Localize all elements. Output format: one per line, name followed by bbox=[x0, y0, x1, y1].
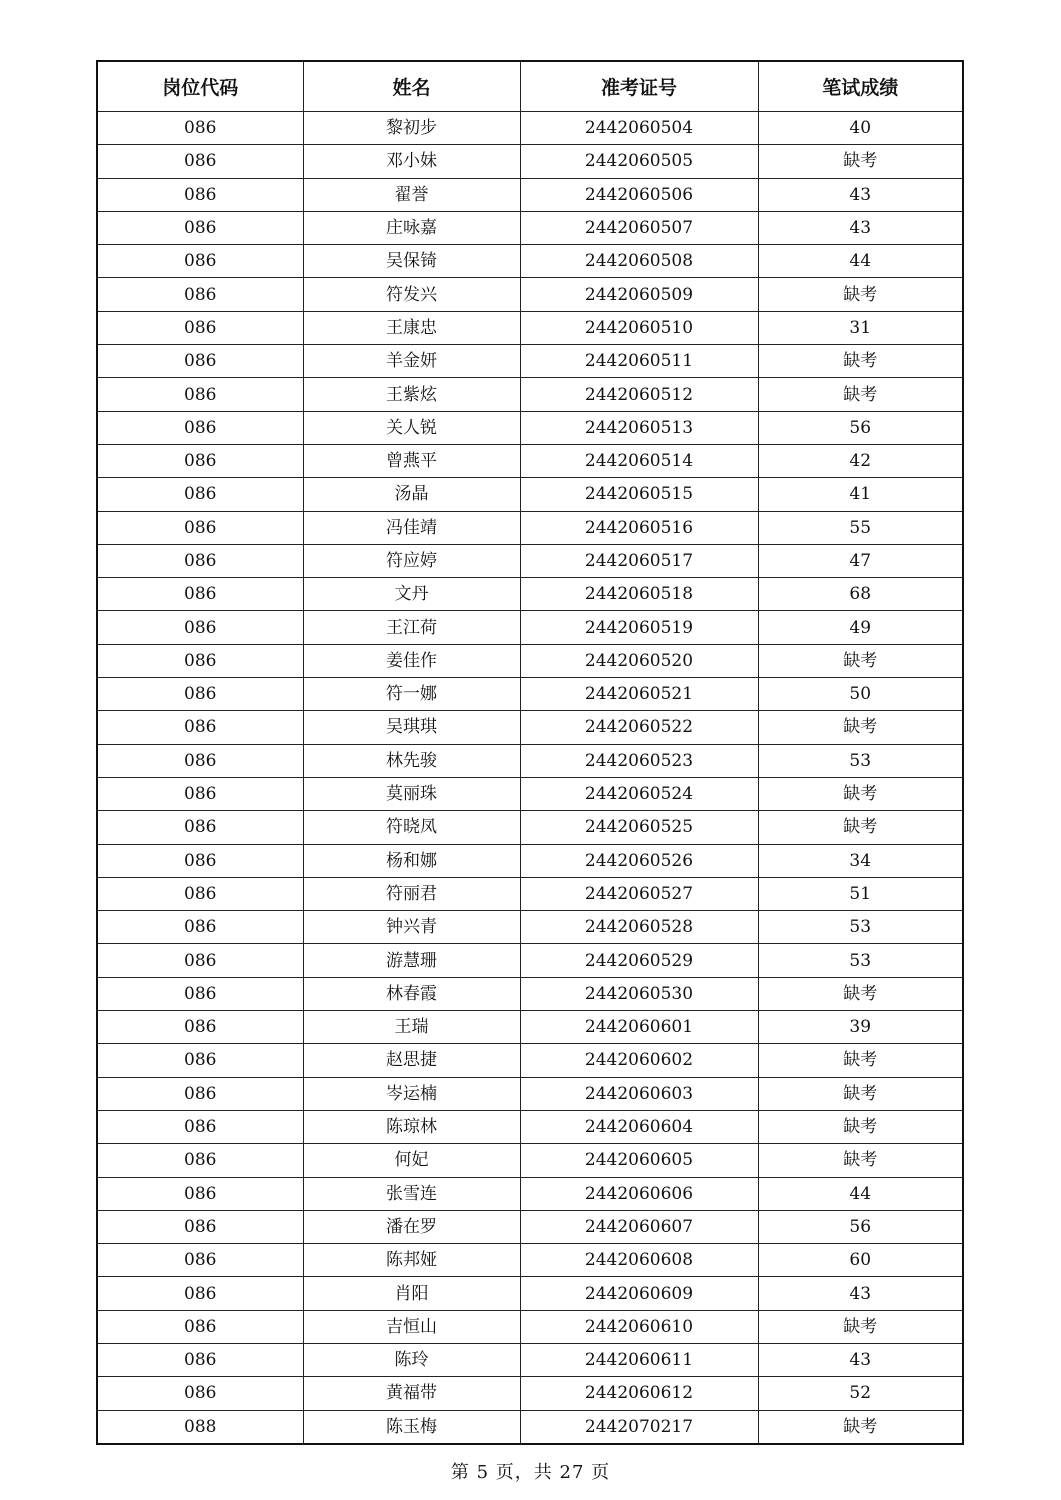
cell-written-score: 44 bbox=[758, 245, 963, 278]
cell-name: 游慧珊 bbox=[303, 944, 520, 977]
cell-post-code: 086 bbox=[97, 1011, 303, 1044]
cell-name: 羊金妍 bbox=[303, 345, 520, 378]
cell-exam-number: 2442060612 bbox=[520, 1377, 758, 1410]
table-row bbox=[97, 478, 963, 511]
table-body bbox=[97, 112, 963, 1444]
cell-exam-number: 2442060511 bbox=[520, 345, 758, 378]
cell-name: 翟誉 bbox=[303, 178, 520, 211]
table-row bbox=[97, 811, 963, 844]
cell-exam-number: 2442060529 bbox=[520, 944, 758, 977]
cell-name: 何妃 bbox=[303, 1144, 520, 1177]
cell-post-code: 086 bbox=[97, 678, 303, 711]
cell-written-score: 缺考 bbox=[758, 644, 963, 677]
cell-exam-number: 2442060605 bbox=[520, 1144, 758, 1177]
cell-post-code: 086 bbox=[97, 1210, 303, 1243]
table-row bbox=[97, 1310, 963, 1343]
cell-written-score: 39 bbox=[758, 1011, 963, 1044]
cell-post-code: 086 bbox=[97, 1244, 303, 1277]
table-row bbox=[97, 1077, 963, 1110]
cell-post-code: 086 bbox=[97, 811, 303, 844]
cell-post-code: 086 bbox=[97, 478, 303, 511]
cell-written-score: 60 bbox=[758, 1244, 963, 1277]
cell-written-score: 43 bbox=[758, 211, 963, 244]
cell-post-code: 086 bbox=[97, 278, 303, 311]
table-row bbox=[97, 1011, 963, 1044]
table-row bbox=[97, 844, 963, 877]
table-row bbox=[97, 678, 963, 711]
cell-exam-number: 2442060608 bbox=[520, 1244, 758, 1277]
cell-exam-number: 2442060515 bbox=[520, 478, 758, 511]
table-row bbox=[97, 1044, 963, 1077]
cell-exam-number: 2442060519 bbox=[520, 611, 758, 644]
cell-name: 陈邦娅 bbox=[303, 1244, 520, 1277]
cell-name: 林春霞 bbox=[303, 977, 520, 1010]
table-row bbox=[97, 977, 963, 1010]
cell-name: 邓小妹 bbox=[303, 145, 520, 178]
cell-post-code: 086 bbox=[97, 211, 303, 244]
cell-post-code: 086 bbox=[97, 1144, 303, 1177]
cell-post-code: 086 bbox=[97, 378, 303, 411]
cell-post-code: 086 bbox=[97, 511, 303, 544]
cell-exam-number: 2442060504 bbox=[520, 112, 758, 145]
table-row bbox=[97, 777, 963, 810]
cell-written-score: 31 bbox=[758, 311, 963, 344]
cell-exam-number: 2442060522 bbox=[520, 711, 758, 744]
table-row bbox=[97, 1144, 963, 1177]
cell-written-score: 51 bbox=[758, 877, 963, 910]
cell-written-score: 53 bbox=[758, 744, 963, 777]
cell-post-code: 086 bbox=[97, 711, 303, 744]
cell-post-code: 086 bbox=[97, 1343, 303, 1376]
score-table bbox=[96, 60, 964, 1445]
cell-exam-number: 2442060520 bbox=[520, 644, 758, 677]
cell-name: 黄福带 bbox=[303, 1377, 520, 1410]
cell-exam-number: 2442060518 bbox=[520, 578, 758, 611]
cell-name: 曾燕平 bbox=[303, 444, 520, 477]
cell-post-code: 086 bbox=[97, 178, 303, 211]
cell-name: 符晓凤 bbox=[303, 811, 520, 844]
cell-post-code: 086 bbox=[97, 311, 303, 344]
cell-post-code: 086 bbox=[97, 1277, 303, 1310]
cell-post-code: 086 bbox=[97, 1177, 303, 1210]
cell-exam-number: 2442060525 bbox=[520, 811, 758, 844]
cell-name: 王康忠 bbox=[303, 311, 520, 344]
header-written-score: 笔试成绩 bbox=[758, 61, 963, 112]
cell-written-score: 缺考 bbox=[758, 777, 963, 810]
cell-exam-number: 2442060601 bbox=[520, 1011, 758, 1044]
cell-name: 王瑞 bbox=[303, 1011, 520, 1044]
cell-name: 冯佳靖 bbox=[303, 511, 520, 544]
cell-post-code: 086 bbox=[97, 578, 303, 611]
cell-exam-number: 2442060508 bbox=[520, 245, 758, 278]
cell-written-score: 68 bbox=[758, 578, 963, 611]
cell-written-score: 缺考 bbox=[758, 145, 963, 178]
cell-exam-number: 2442060517 bbox=[520, 544, 758, 577]
cell-post-code: 086 bbox=[97, 1077, 303, 1110]
header-name: 姓名 bbox=[303, 61, 520, 112]
cell-exam-number: 2442060530 bbox=[520, 977, 758, 1010]
cell-post-code: 086 bbox=[97, 411, 303, 444]
cell-written-score: 50 bbox=[758, 678, 963, 711]
table-row bbox=[97, 278, 963, 311]
cell-exam-number: 2442060510 bbox=[520, 311, 758, 344]
cell-name: 岑运楠 bbox=[303, 1077, 520, 1110]
cell-exam-number: 2442060609 bbox=[520, 1277, 758, 1310]
header-exam-number: 准考证号 bbox=[520, 61, 758, 112]
cell-post-code: 086 bbox=[97, 444, 303, 477]
table-row bbox=[97, 1343, 963, 1376]
cell-name: 肖阳 bbox=[303, 1277, 520, 1310]
cell-post-code: 086 bbox=[97, 1110, 303, 1143]
table-row bbox=[97, 1377, 963, 1410]
cell-name: 王江荷 bbox=[303, 611, 520, 644]
cell-written-score: 34 bbox=[758, 844, 963, 877]
cell-written-score: 缺考 bbox=[758, 1077, 963, 1110]
cell-exam-number: 2442060513 bbox=[520, 411, 758, 444]
cell-post-code: 086 bbox=[97, 1044, 303, 1077]
cell-name: 关人锐 bbox=[303, 411, 520, 444]
cell-name: 吉恒山 bbox=[303, 1310, 520, 1343]
cell-exam-number: 2442060509 bbox=[520, 278, 758, 311]
cell-post-code: 086 bbox=[97, 1310, 303, 1343]
cell-post-code: 086 bbox=[97, 345, 303, 378]
table-row bbox=[97, 178, 963, 211]
cell-name: 潘在罗 bbox=[303, 1210, 520, 1243]
table-row bbox=[97, 1177, 963, 1210]
cell-name: 莫丽珠 bbox=[303, 777, 520, 810]
page-number-label: 第 5 页，共 27 页 bbox=[450, 1462, 611, 1483]
cell-post-code: 086 bbox=[97, 877, 303, 910]
cell-written-score: 缺考 bbox=[758, 1044, 963, 1077]
cell-name: 杨和娜 bbox=[303, 844, 520, 877]
cell-post-code: 086 bbox=[97, 944, 303, 977]
cell-name: 文丹 bbox=[303, 578, 520, 611]
cell-post-code: 086 bbox=[97, 977, 303, 1010]
cell-exam-number: 2442060611 bbox=[520, 1343, 758, 1376]
table-row bbox=[97, 511, 963, 544]
cell-post-code: 086 bbox=[97, 1377, 303, 1410]
table-row bbox=[97, 311, 963, 344]
cell-exam-number: 2442060516 bbox=[520, 511, 758, 544]
cell-post-code: 086 bbox=[97, 911, 303, 944]
cell-written-score: 40 bbox=[758, 112, 963, 145]
table-header-row bbox=[97, 61, 963, 112]
cell-exam-number: 2442060514 bbox=[520, 444, 758, 477]
cell-name: 张雪连 bbox=[303, 1177, 520, 1210]
cell-name: 陈玉梅 bbox=[303, 1410, 520, 1444]
table-row bbox=[97, 211, 963, 244]
cell-post-code: 086 bbox=[97, 777, 303, 810]
table-row bbox=[97, 544, 963, 577]
cell-name: 吴保锜 bbox=[303, 245, 520, 278]
table-row bbox=[97, 378, 963, 411]
cell-written-score: 43 bbox=[758, 1343, 963, 1376]
cell-name: 陈玲 bbox=[303, 1343, 520, 1376]
cell-written-score: 43 bbox=[758, 1277, 963, 1310]
cell-exam-number: 2442060507 bbox=[520, 211, 758, 244]
table-row bbox=[97, 411, 963, 444]
cell-name: 王紫炫 bbox=[303, 378, 520, 411]
cell-name: 符一娜 bbox=[303, 678, 520, 711]
cell-name: 汤晶 bbox=[303, 478, 520, 511]
cell-exam-number: 2442060606 bbox=[520, 1177, 758, 1210]
table-row bbox=[97, 644, 963, 677]
cell-written-score: 42 bbox=[758, 444, 963, 477]
cell-name: 赵思捷 bbox=[303, 1044, 520, 1077]
cell-written-score: 55 bbox=[758, 511, 963, 544]
cell-post-code: 086 bbox=[97, 145, 303, 178]
cell-post-code: 086 bbox=[97, 611, 303, 644]
table-row bbox=[97, 1277, 963, 1310]
cell-exam-number: 2442060523 bbox=[520, 744, 758, 777]
cell-post-code: 086 bbox=[97, 844, 303, 877]
cell-written-score: 43 bbox=[758, 178, 963, 211]
cell-written-score: 缺考 bbox=[758, 711, 963, 744]
cell-name: 庄咏嘉 bbox=[303, 211, 520, 244]
cell-post-code: 086 bbox=[97, 112, 303, 145]
table-row bbox=[97, 1210, 963, 1243]
header-post-code: 岗位代码 bbox=[97, 61, 303, 112]
table-row bbox=[97, 711, 963, 744]
cell-name: 符发兴 bbox=[303, 278, 520, 311]
cell-post-code: 088 bbox=[97, 1410, 303, 1444]
page-footer bbox=[0, 1458, 1061, 1484]
cell-written-score: 缺考 bbox=[758, 1310, 963, 1343]
cell-name: 林先骏 bbox=[303, 744, 520, 777]
cell-exam-number: 2442060521 bbox=[520, 678, 758, 711]
cell-name: 符丽君 bbox=[303, 877, 520, 910]
cell-exam-number: 2442060526 bbox=[520, 844, 758, 877]
table-row bbox=[97, 444, 963, 477]
cell-exam-number: 2442060610 bbox=[520, 1310, 758, 1343]
cell-written-score: 47 bbox=[758, 544, 963, 577]
cell-exam-number: 2442060528 bbox=[520, 911, 758, 944]
table-row bbox=[97, 744, 963, 777]
cell-post-code: 086 bbox=[97, 744, 303, 777]
cell-name: 吴琪琪 bbox=[303, 711, 520, 744]
cell-exam-number: 2442060603 bbox=[520, 1077, 758, 1110]
cell-written-score: 53 bbox=[758, 944, 963, 977]
cell-name: 符应婷 bbox=[303, 544, 520, 577]
table-row bbox=[97, 1244, 963, 1277]
cell-name: 陈琼林 bbox=[303, 1110, 520, 1143]
cell-exam-number: 2442060607 bbox=[520, 1210, 758, 1243]
cell-post-code: 086 bbox=[97, 644, 303, 677]
table-row bbox=[97, 145, 963, 178]
cell-exam-number: 2442060512 bbox=[520, 378, 758, 411]
cell-written-score: 缺考 bbox=[758, 811, 963, 844]
cell-exam-number: 2442060604 bbox=[520, 1110, 758, 1143]
cell-written-score: 缺考 bbox=[758, 1410, 963, 1444]
cell-exam-number: 2442070217 bbox=[520, 1410, 758, 1444]
cell-written-score: 53 bbox=[758, 911, 963, 944]
cell-post-code: 086 bbox=[97, 544, 303, 577]
cell-written-score: 缺考 bbox=[758, 278, 963, 311]
table-row bbox=[97, 345, 963, 378]
cell-written-score: 缺考 bbox=[758, 977, 963, 1010]
cell-written-score: 49 bbox=[758, 611, 963, 644]
table-row bbox=[97, 1410, 963, 1444]
table-row bbox=[97, 578, 963, 611]
table-row bbox=[97, 911, 963, 944]
cell-name: 姜佳作 bbox=[303, 644, 520, 677]
cell-exam-number: 2442060602 bbox=[520, 1044, 758, 1077]
cell-post-code: 086 bbox=[97, 245, 303, 278]
cell-written-score: 缺考 bbox=[758, 345, 963, 378]
cell-written-score: 缺考 bbox=[758, 378, 963, 411]
cell-written-score: 缺考 bbox=[758, 1110, 963, 1143]
cell-written-score: 56 bbox=[758, 411, 963, 444]
table-row bbox=[97, 112, 963, 145]
table-row bbox=[97, 245, 963, 278]
table-row bbox=[97, 611, 963, 644]
cell-exam-number: 2442060505 bbox=[520, 145, 758, 178]
table-row bbox=[97, 1110, 963, 1143]
cell-written-score: 52 bbox=[758, 1377, 963, 1410]
cell-written-score: 41 bbox=[758, 478, 963, 511]
cell-exam-number: 2442060524 bbox=[520, 777, 758, 810]
cell-exam-number: 2442060527 bbox=[520, 877, 758, 910]
cell-written-score: 缺考 bbox=[758, 1144, 963, 1177]
table-row bbox=[97, 944, 963, 977]
table-row bbox=[97, 877, 963, 910]
cell-name: 黎初步 bbox=[303, 112, 520, 145]
cell-written-score: 56 bbox=[758, 1210, 963, 1243]
cell-name: 钟兴青 bbox=[303, 911, 520, 944]
cell-exam-number: 2442060506 bbox=[520, 178, 758, 211]
cell-written-score: 44 bbox=[758, 1177, 963, 1210]
